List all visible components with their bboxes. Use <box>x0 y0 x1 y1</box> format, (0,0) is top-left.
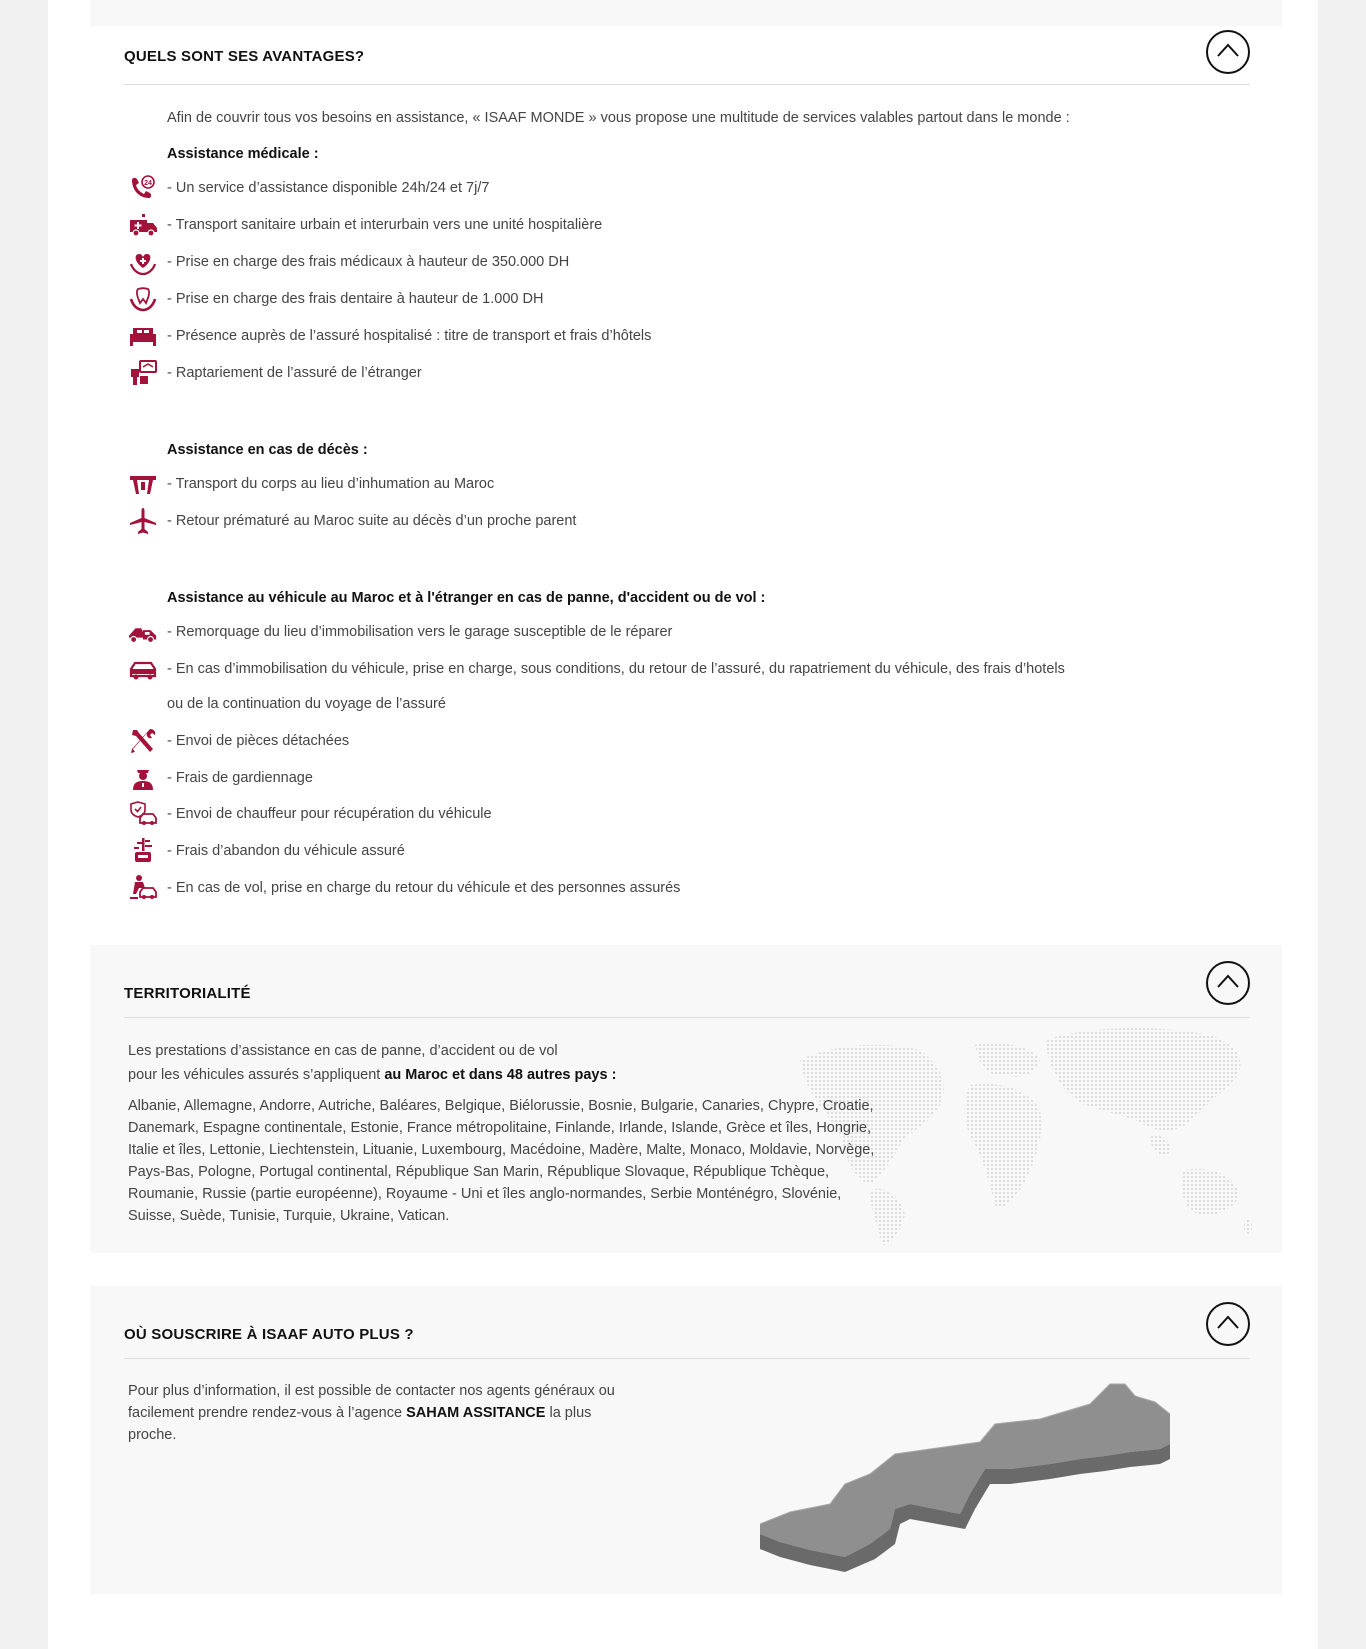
morocco-map-image <box>750 1374 1190 1574</box>
territoriality-intro-line2 <box>128 1063 616 1087</box>
group-title-medical: Assistance médicale : <box>167 146 319 162</box>
tools-icon <box>128 727 158 755</box>
subscribe-section <box>90 1286 1282 1594</box>
abandon-vehicle-icon <box>128 837 158 865</box>
territoriality-header[interactable] <box>124 945 1250 1018</box>
phone-24-icon <box>128 174 158 202</box>
hospital-bed-icon <box>128 322 158 350</box>
repatriation-icon <box>128 359 158 387</box>
countries-list: Albanie, Allemagne, Andorre, Autriche, Baléares, Belgique, Biélorussie, Bosnie, Bulgarie, Canaries, Chypre, Croatie, Danemark, Espagne continentale, Estonie, France métropolitaine, Finlande, Irlande, Islande, Grèce et îles, Hongrie, Italie et îles, Lettonie, Liechtenstein, Lituanie, Luxembourg, Macédoine, Madère, Malte, Monaco, Moldavie, Norvège, Pays-Bas, Pologne, Portugal continental, République San Marin, République Slovaque, République Tchèque, Roumanie, Russie (partie européenne), Royaume - Uni et îles anglo-normandes, Serbie Monténégro, Slovénie, Suisse, Suède, Tunisie, Turquie, Ukraine, Vatican. <box>128 1098 875 1224</box>
list-item-text: - En cas de vol, prise en charge du retour du véhicule et des personnes assurés <box>167 880 681 896</box>
list-item-text: - En cas d’immobilisation du véhicule, prise en charge, sous conditions, du retour de l’assuré, du rapatriement du véhicule, des frais d’hotels <box>167 661 1065 677</box>
chevron-up-icon <box>1217 974 1239 988</box>
chevron-up-icon <box>1217 1315 1239 1329</box>
svg-text:24: 24 <box>144 180 152 187</box>
subscribe-text-part1: Pour plus d’information, il est possible de contacter nos agents généraux ou facilement prendre rendez-vous à l’agence <box>128 1383 615 1421</box>
list-item-text: - Frais de gardiennage <box>167 770 313 786</box>
list-item-text: - Présence auprès de l’assuré hospitalisé : titre de transport et frais d’hôtels <box>167 328 652 344</box>
advantages-title: QUELS SONT SES AVANTAGES? <box>124 48 365 65</box>
territoriality-title: TERRITORIALITÉ <box>124 985 251 1002</box>
list-item-text: - Retour prématuré au Maroc suite au décès d’un proche parent <box>167 513 577 529</box>
airplane-icon <box>128 507 158 535</box>
list-item-text: - Prise en charge des frais dentaire à hauteur de 1.000 DH <box>167 291 544 307</box>
territoriality-intro-bold: au Maroc et dans 48 autres pays : <box>384 1067 617 1083</box>
coffin-transport-icon <box>128 470 158 498</box>
subscribe-agency-name: SAHAM ASSITANCE <box>406 1405 546 1421</box>
advantages-intro: Afin de couvrir tous vos besoins en assistance, « ISAAF MONDE » vous propose une multitude de services valables partout dans le monde : <box>167 110 1070 126</box>
list-item-text: - Transport du corps au lieu d’inhumation au Maroc <box>167 476 495 492</box>
territoriality-intro <box>128 1039 616 1087</box>
driver-shield-icon <box>128 800 158 828</box>
subscribe-header[interactable] <box>124 1286 1250 1359</box>
territoriality-intro-text: pour les véhicules assurés s’appliquent <box>128 1067 385 1083</box>
list-item-text: - Transport sanitaire urbain et interurbain vers une unité hospitalière <box>167 217 603 233</box>
list-item-text: - Raptariement de l’assuré de l’étranger <box>167 365 422 381</box>
territoriality-section <box>90 945 1282 1253</box>
car-icon <box>128 655 158 683</box>
territoriality-intro-line1: Les prestations d’assistance en cas de panne, d’accident ou de vol <box>128 1043 558 1059</box>
advantages-header[interactable] <box>124 26 1250 85</box>
tow-truck-icon <box>128 618 158 646</box>
list-item-text: - Un service d’assistance disponible 24h/24 et 7j/7 <box>167 180 490 196</box>
chevron-up-icon <box>1217 43 1239 57</box>
medical-care-icon <box>128 248 158 276</box>
list-item-text: - Remorquage du lieu d’immobilisation vers le garage susceptible de le réparer <box>167 624 673 640</box>
list-item-text: - Envoi de pièces détachées <box>167 733 350 749</box>
subscribe-text-part2: la plus proche. <box>128 1405 592 1443</box>
subscribe-collapse-button[interactable] <box>1206 1302 1250 1346</box>
subscribe-title: OÙ SOUSCRIRE À ISAAF AUTO PLUS ? <box>124 1326 414 1343</box>
guard-icon <box>128 764 158 792</box>
previous-section-bottom <box>90 0 1282 26</box>
ambulance-icon <box>128 211 158 239</box>
subscribe-text <box>128 1380 618 1446</box>
dental-care-icon <box>128 285 158 313</box>
list-item-text: - Frais d’abandon du véhicule assuré <box>167 843 405 859</box>
advantages-collapse-button[interactable] <box>1206 30 1250 74</box>
group-title-vehicle: Assistance au véhicule au Maroc et à l'étranger en cas de panne, d'accident ou de vol : <box>167 590 766 606</box>
group-title-death: Assistance en cas de décès : <box>167 442 368 458</box>
advantages-section <box>90 26 1282 944</box>
list-item-text-continued: ou de la continuation du voyage de l’assuré <box>167 696 446 712</box>
territoriality-collapse-button[interactable] <box>1206 961 1250 1005</box>
list-item-text: - Prise en charge des frais médicaux à hauteur de 350.000 DH <box>167 254 570 270</box>
list-item-text: - Envoi de chauffeur pour récupération du véhicule <box>167 806 492 822</box>
theft-car-icon <box>128 874 158 902</box>
